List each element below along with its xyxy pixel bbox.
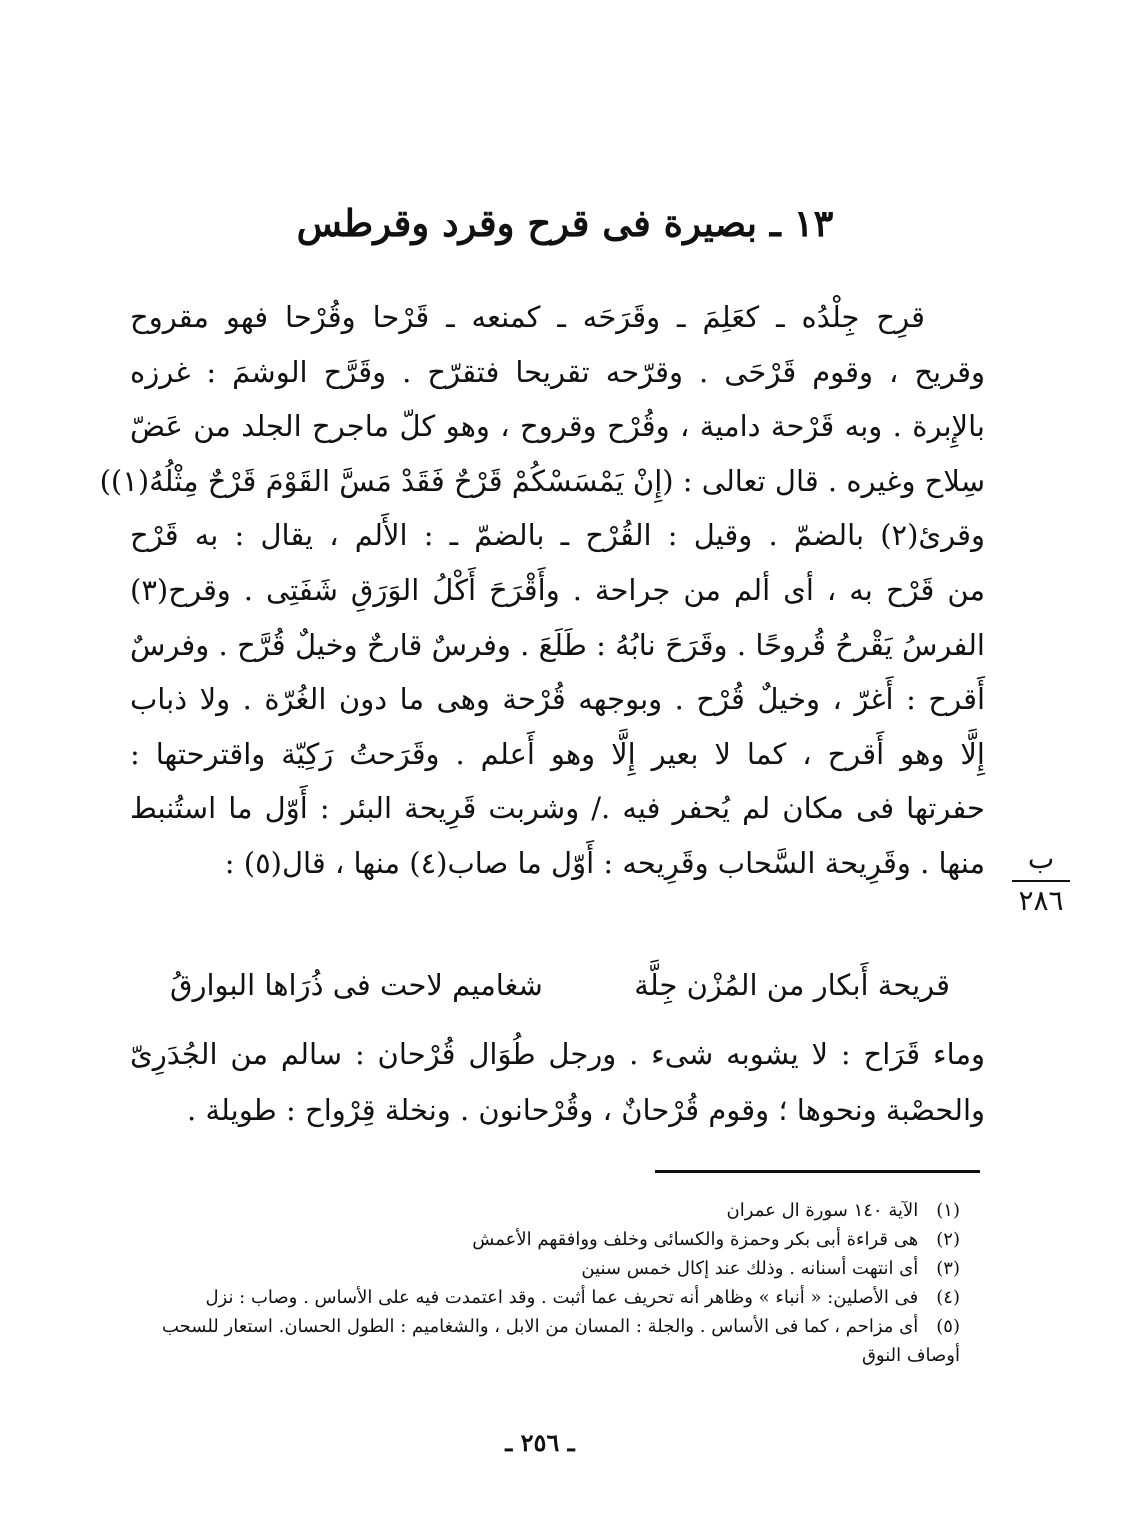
footnote: [120, 1196, 960, 1225]
verse-hemistich-first: قريحة أَبكار من المُزْن جِلَّة: [634, 968, 950, 1002]
footnote-text: الآية ١٤٠ سورة ال عمران: [726, 1200, 919, 1221]
text-line: قرِح جِلْدُه ـ كعَلِمَ ـ وقَرَحَه ـ كمنعه ـ قَرْحا وقُرْحا فهو مقروح: [130, 300, 925, 334]
footnote: [120, 1312, 960, 1341]
text-line: حفرتها فى مكان لم يُحفر فيه ./ وشربت قَرِيحة البئر : أَوّل ما استُنبط: [130, 791, 985, 826]
manuscript-margin-reference: [1012, 842, 1070, 918]
footnote-number: (٥): [936, 1316, 960, 1337]
margin-letter: ب: [1027, 842, 1055, 875]
text-line: أَقرح : أَغرّ ، وخيلٌ قُرْح . وبوجهه قُرْحة وهى ما دون الغُرّة . ولا ذباب: [130, 682, 985, 717]
footnote-separator: [655, 1170, 980, 1173]
text-line: منها . وقَرِيحة السَّحاب وقَرِيحه : أَوّل ما صاب(٤) منها ، قال(٥) :: [224, 845, 985, 880]
poetry-verse: [170, 958, 950, 1012]
text-line: سِلاح وغيره . قال تعالى : (إِنْ يَمْسَسْكُمْ قَرْحٌ فَقَدْ مَسَّ القَوْمَ قَرْحٌ مِثْلُهُ(١)): [99, 463, 985, 498]
text-line: إِلَّا وهو أَقرح ، كما لا بعير إِلَّا وهو أَعلم . وقَرَحتُ رَكِيّة واقترحتها :: [130, 736, 985, 771]
text-line: من قَرْح به ، أى ألم من جراحة . وأَقْرَحَ أَكْلُ الوَرَقِ شَفَتِى . وقرح(٣): [130, 572, 985, 607]
margin-folio-number: ٢٨٦: [1018, 884, 1064, 917]
main-paragraph: [99, 290, 985, 891]
footnote-number: (٤): [936, 1287, 960, 1308]
footnote: [120, 1254, 960, 1283]
text-line: وقرئ(٢) بالضمّ . وقيل : القُرْح ـ بالضمّ ـ : الأَلم ، يقال : به قَرْح: [130, 518, 985, 553]
footnote-text: أى انتهت أسنانه . وذلك عند إكال خمس سنين: [581, 1258, 919, 1279]
footnote-number: (٢): [936, 1229, 960, 1250]
margin-divider: [1012, 880, 1070, 882]
footnote: [120, 1283, 960, 1312]
footnote-number: (٣): [936, 1258, 960, 1279]
page-number: ـ ٢٥٦ ـ: [505, 1428, 575, 1457]
section-title: ١٣ ـ بصيرة فى قرح وقرد وقرطس: [296, 201, 834, 245]
footnote-text: أى مزاحم ، كما فى الأساس . والجلة : المسان من الابل ، والشغاميم : الطول الحسان. استعار للسحب: [162, 1316, 919, 1337]
text-line: وماء قَرَاح : لا يشوبه شىء . ورجل طُوَال قُرْحان : سالم من الجُدَرِىّ: [130, 1037, 985, 1071]
footnote-number: (١): [936, 1200, 960, 1221]
text-line: بالإِبرة . وبه قَرْحة دامية ، وقُرْح وقروح ، وهو كلّ ماجرح الجلد من عَضّ: [130, 409, 985, 444]
second-paragraph: [130, 1026, 985, 1138]
text-line: والحصْبة ونحوها ؛ وقوم قُرْحانٌ ، وقُرْحانون . ونخلة قِرْواح : طويلة .: [187, 1093, 985, 1127]
text-line: وقريح ، وقوم قَرْحَى . وقرّحه تقريحا فتقرّح . وقَرَّح الوشمَ : غرزه: [130, 354, 985, 389]
text-line: الفرسُ يَقْرحُ قُروحًا . وقَرَحَ نابُهُ : طَلَعَ . وفرسٌ قارحٌ وخيلٌ قُرَّح . وفرسٌ: [130, 627, 985, 662]
footnote-text: هى قراءة أبى بكر وحمزة والكسائى وخلف ووافقهم الأعمش: [472, 1229, 919, 1250]
verse-hemistich-second: شغاميم لاحت فى ذُرَاها البوارقُ: [170, 968, 543, 1002]
footnotes: [120, 1196, 960, 1370]
footnote-text: فى الأصلين: « أنباء » وظاهر أنه تحريف عما أثبت . وقد اعتمدت فيه على الأساس . وصاب : نزل: [205, 1287, 919, 1308]
footnote-continuation: أوصاف النوق: [861, 1345, 960, 1366]
footnote: [120, 1225, 960, 1254]
